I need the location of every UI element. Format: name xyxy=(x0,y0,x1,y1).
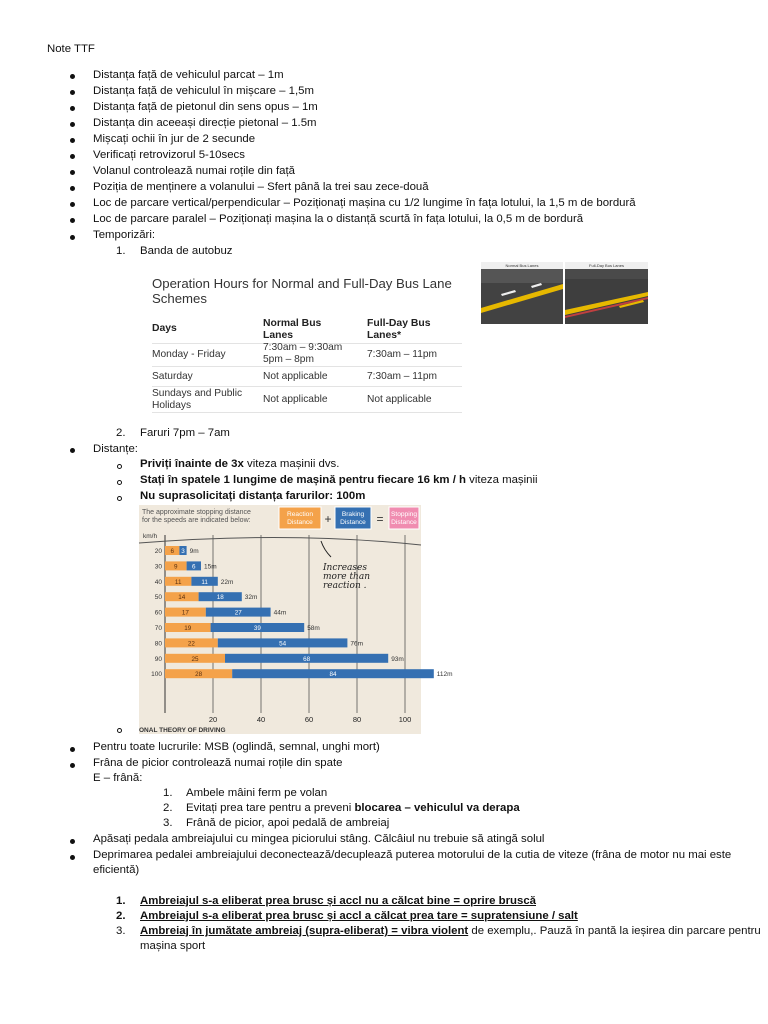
bullet-dot xyxy=(70,763,75,768)
bullet-dot xyxy=(70,122,75,127)
x-tick-label: 60 xyxy=(304,715,314,724)
list-number: 3. xyxy=(116,925,126,937)
category-label: 20 xyxy=(154,548,162,555)
braking-value: 54 xyxy=(279,640,287,648)
text: Evitați prea tare pentru a preveni xyxy=(186,802,355,814)
stopping-distance-chart xyxy=(139,505,453,734)
chart-curve xyxy=(139,537,421,545)
table-cell: Saturday xyxy=(152,371,193,382)
legend-label: Distance xyxy=(287,519,313,526)
list-item: Apăsați pedala ambreiajului cu mingea piciorului stâng. Călcâiul nu trebuie să atingă solul xyxy=(93,833,545,845)
list-item: Loc de parcare vertical/perpendicular – Poziționați mașina cu 1/2 lungime în fața lotului, la 1,5 m de bordură xyxy=(93,197,636,209)
bullet-dot xyxy=(70,186,75,191)
text: de exemplu,. Pauză în pantă la ieșirea din parcare pentru xyxy=(468,925,761,937)
reaction-value: 14 xyxy=(178,594,186,602)
underlined-text: Ambreiajul s-a eliberat prea brusc și accl nu a călcat bine = oprire bruscă xyxy=(140,895,536,907)
chart-header-line2: for the speeds are indicated below: xyxy=(142,517,251,524)
reaction-value: 22 xyxy=(187,640,195,648)
full-day-bus-lane-photo xyxy=(565,262,648,324)
category-label: 40 xyxy=(154,578,162,586)
bullet-dot xyxy=(70,138,75,143)
braking-value: 3 xyxy=(181,548,185,555)
list-item: Banda de autobuz xyxy=(140,245,233,257)
bullet-dot xyxy=(70,202,75,207)
list-number: 3. xyxy=(163,817,173,829)
brake-label: E – frână: xyxy=(93,772,143,784)
category-label: 30 xyxy=(154,563,162,571)
braking-value: 11 xyxy=(201,578,208,586)
list-item: Distanțe: xyxy=(93,443,138,455)
braking-value: 68 xyxy=(303,655,311,663)
bullet-dot xyxy=(70,218,75,223)
underlined-text: Ambreiajul s-a eliberat prea brusc și accl a călcat prea tare = supratensiune / salt xyxy=(140,910,578,922)
list-item: Pentru toate lucrurile: MSB (oglindă, semnal, unghi mort) xyxy=(93,741,380,753)
list-item: Deprimarea pedalei ambreiajului deconectează/decuplează puterea motorului de la cutia de viteze (frâna de motor nu mai este xyxy=(93,849,732,861)
table-cell: Monday - Friday xyxy=(152,349,226,360)
x-tick-label: 20 xyxy=(208,715,218,724)
reaction-value: 9 xyxy=(174,563,178,571)
column-header-days: Days xyxy=(152,323,177,334)
table-cell: Sundays and Public xyxy=(152,388,243,399)
table-cell: 7:30am – 9:30am xyxy=(263,342,343,353)
bus-lane-hours-table xyxy=(140,262,462,414)
braking-value: 84 xyxy=(329,671,337,679)
sub-bullet-circle xyxy=(117,496,122,501)
sub-list-item xyxy=(140,490,365,502)
reaction-value: 6 xyxy=(170,548,174,555)
total-distance-label: 58m xyxy=(307,625,320,632)
list-item: Poziția de menținere a volanului – Sfert până la trei sau zece-două xyxy=(93,181,429,193)
bullet-dot xyxy=(70,106,75,111)
bold-text: Stați în spatele 1 lungime de mașină pentru fiecare 16 km / h xyxy=(140,474,467,486)
normal-bus-lane-photo xyxy=(481,262,563,324)
number-text: 2. xyxy=(116,910,126,922)
list-item: Loc de parcare paralel – Poziționați mașina la o distanță scurtă în fața lotului, la 0,5 m de bordură xyxy=(93,213,584,225)
category-label: 90 xyxy=(154,655,162,663)
bullet-dot xyxy=(70,74,75,79)
divider xyxy=(152,386,462,387)
x-tick-label: 100 xyxy=(398,715,412,724)
braking-value: 39 xyxy=(253,625,261,632)
list-number: 2. xyxy=(116,427,126,439)
column-header-full-day-line2: Lanes* xyxy=(367,330,402,341)
total-distance-label: 93m xyxy=(391,655,404,663)
list-number xyxy=(116,910,126,922)
category-label: 80 xyxy=(154,640,162,648)
bold-text: blocarea – vehiculul va derapa xyxy=(354,802,520,814)
table-cell: Holidays xyxy=(152,400,192,411)
list-item-continued: eficientă) xyxy=(93,864,140,876)
total-distance-label: 9m xyxy=(189,548,199,555)
chart-header: The approximate stopping distance xyxy=(142,509,251,516)
list-item xyxy=(140,925,761,937)
category-label: 100 xyxy=(151,671,162,679)
table-title-line2: Schemes xyxy=(152,291,207,306)
total-distance-label: 112m xyxy=(436,671,453,679)
photo-caption: Normal Bus Lanes xyxy=(481,262,563,269)
list-item: Distanța față de vehiculul în mișcare – 1,5m xyxy=(93,85,314,97)
bullet-dot xyxy=(70,90,75,95)
table-cell: Not applicable xyxy=(263,394,328,405)
bullet-dot xyxy=(70,154,75,159)
divider xyxy=(152,412,462,413)
list-item xyxy=(140,895,536,907)
bullet-dot xyxy=(70,448,75,453)
legend-label: Distance xyxy=(391,519,417,526)
handwritten-arrow xyxy=(321,541,331,557)
bullet-dot xyxy=(70,747,75,752)
column-header-normal-line2: Lanes xyxy=(263,330,294,341)
sub-list-item xyxy=(140,474,538,486)
legend-label: Stopping xyxy=(390,511,418,518)
list-item: Frâna de picior controlează numai roțile din spate xyxy=(93,757,343,769)
reaction-value: 11 xyxy=(174,578,182,586)
legend-plus: + xyxy=(324,512,332,526)
photo-caption: Full-Day Bus Lanes xyxy=(565,262,648,269)
y-axis-label: km/h xyxy=(143,533,158,540)
braking-value: 27 xyxy=(234,609,242,617)
category-label: 60 xyxy=(154,609,162,617)
list-item: Verificați retrovizorul 5-10secs xyxy=(93,149,245,161)
list-item xyxy=(140,910,578,922)
handwritten-note: reaction . xyxy=(323,581,367,591)
legend-label: Braking xyxy=(341,511,365,518)
category-label: 70 xyxy=(154,625,162,632)
list-number: 1. xyxy=(163,787,173,799)
braking-value: 18 xyxy=(216,594,224,602)
legend-label: Distance xyxy=(340,519,366,526)
reaction-value: 25 xyxy=(191,655,199,663)
bullet-dot xyxy=(70,839,75,844)
sub-bullet-circle xyxy=(117,480,122,485)
table-cell: 5pm – 8pm xyxy=(263,354,314,365)
list-number xyxy=(116,895,126,907)
table-cell: Not applicable xyxy=(367,394,432,405)
total-distance-label: 15m xyxy=(204,563,217,571)
sub-bullet-circle xyxy=(117,464,122,469)
total-distance-label: 22m xyxy=(220,578,234,586)
sub-bullet-circle xyxy=(117,728,122,733)
category-label: 50 xyxy=(154,594,162,602)
table-cell: Not applicable xyxy=(263,371,328,382)
list-item: Distanța din aceeași direcție pietonal – 1.5m xyxy=(93,117,317,129)
list-number: 1. xyxy=(116,245,126,257)
bullet-dot xyxy=(70,170,75,175)
braking-value: 6 xyxy=(192,563,196,571)
reaction-value: 28 xyxy=(195,671,203,679)
x-tick-label: 80 xyxy=(352,715,362,724)
table-cell: 7:30am – 11pm xyxy=(367,349,438,360)
document-title: Note TTF xyxy=(47,43,95,55)
list-number: 2. xyxy=(163,802,173,814)
bullet-dot xyxy=(70,235,75,240)
bullet-dot xyxy=(70,855,75,860)
divider xyxy=(152,366,462,367)
list-item: Mișcați ochii în jur de 2 secunde xyxy=(93,133,256,145)
column-header-normal: Normal Bus xyxy=(263,318,322,329)
table-cell: 7:30am – 11pm xyxy=(367,371,438,382)
sub-list-item xyxy=(140,458,339,470)
list-item: Distanța față de vehiculul parcat – 1m xyxy=(93,69,284,81)
list-item: Volanul controlează numai roțile din față xyxy=(93,165,295,177)
handwritten-note: more than xyxy=(323,572,371,582)
chart-footer: ONAL THEORY OF DRIVING xyxy=(139,727,226,734)
table-title: Operation Hours for Normal and Full-Day Bus Lane xyxy=(152,276,452,291)
list-item-continued: mașina sport xyxy=(140,940,206,952)
number-text: 1. xyxy=(116,895,126,907)
total-distance-label: 32m xyxy=(244,594,258,602)
text: viteza mașinii xyxy=(466,474,538,486)
bold-text: Priviți înainte de 3x xyxy=(140,458,244,470)
list-item: Distanța față de pietonul din sens opus – 1m xyxy=(93,101,318,113)
bold-text: Nu suprasolicitați distanța farurilor: 100m xyxy=(140,490,366,502)
list-item xyxy=(186,802,520,814)
list-item: Temporizări: xyxy=(93,229,156,241)
legend-equals: = xyxy=(376,512,384,526)
list-item: Ambele mâini ferm pe volan xyxy=(186,787,328,799)
total-distance-label: 44m xyxy=(273,609,287,617)
legend-label: Reaction xyxy=(286,511,314,518)
handwritten-note: Increases xyxy=(323,563,367,573)
total-distance-label: 76m xyxy=(350,640,364,648)
chart-svg xyxy=(139,505,453,734)
list-item: Faruri 7pm – 7am xyxy=(140,427,230,439)
text: viteza mașinii dvs. xyxy=(243,458,340,470)
reaction-value: 17 xyxy=(181,609,189,617)
underlined-text: Ambreiaj în jumătate ambreiaj (supra-eliberat) = vibra violent xyxy=(140,925,469,937)
column-header-full-day: Full-Day Bus xyxy=(367,318,431,329)
reaction-value: 19 xyxy=(184,625,192,632)
list-item: Frână de picior, apoi pedală de ambreiaj xyxy=(186,817,390,829)
x-tick-label: 40 xyxy=(256,715,266,724)
